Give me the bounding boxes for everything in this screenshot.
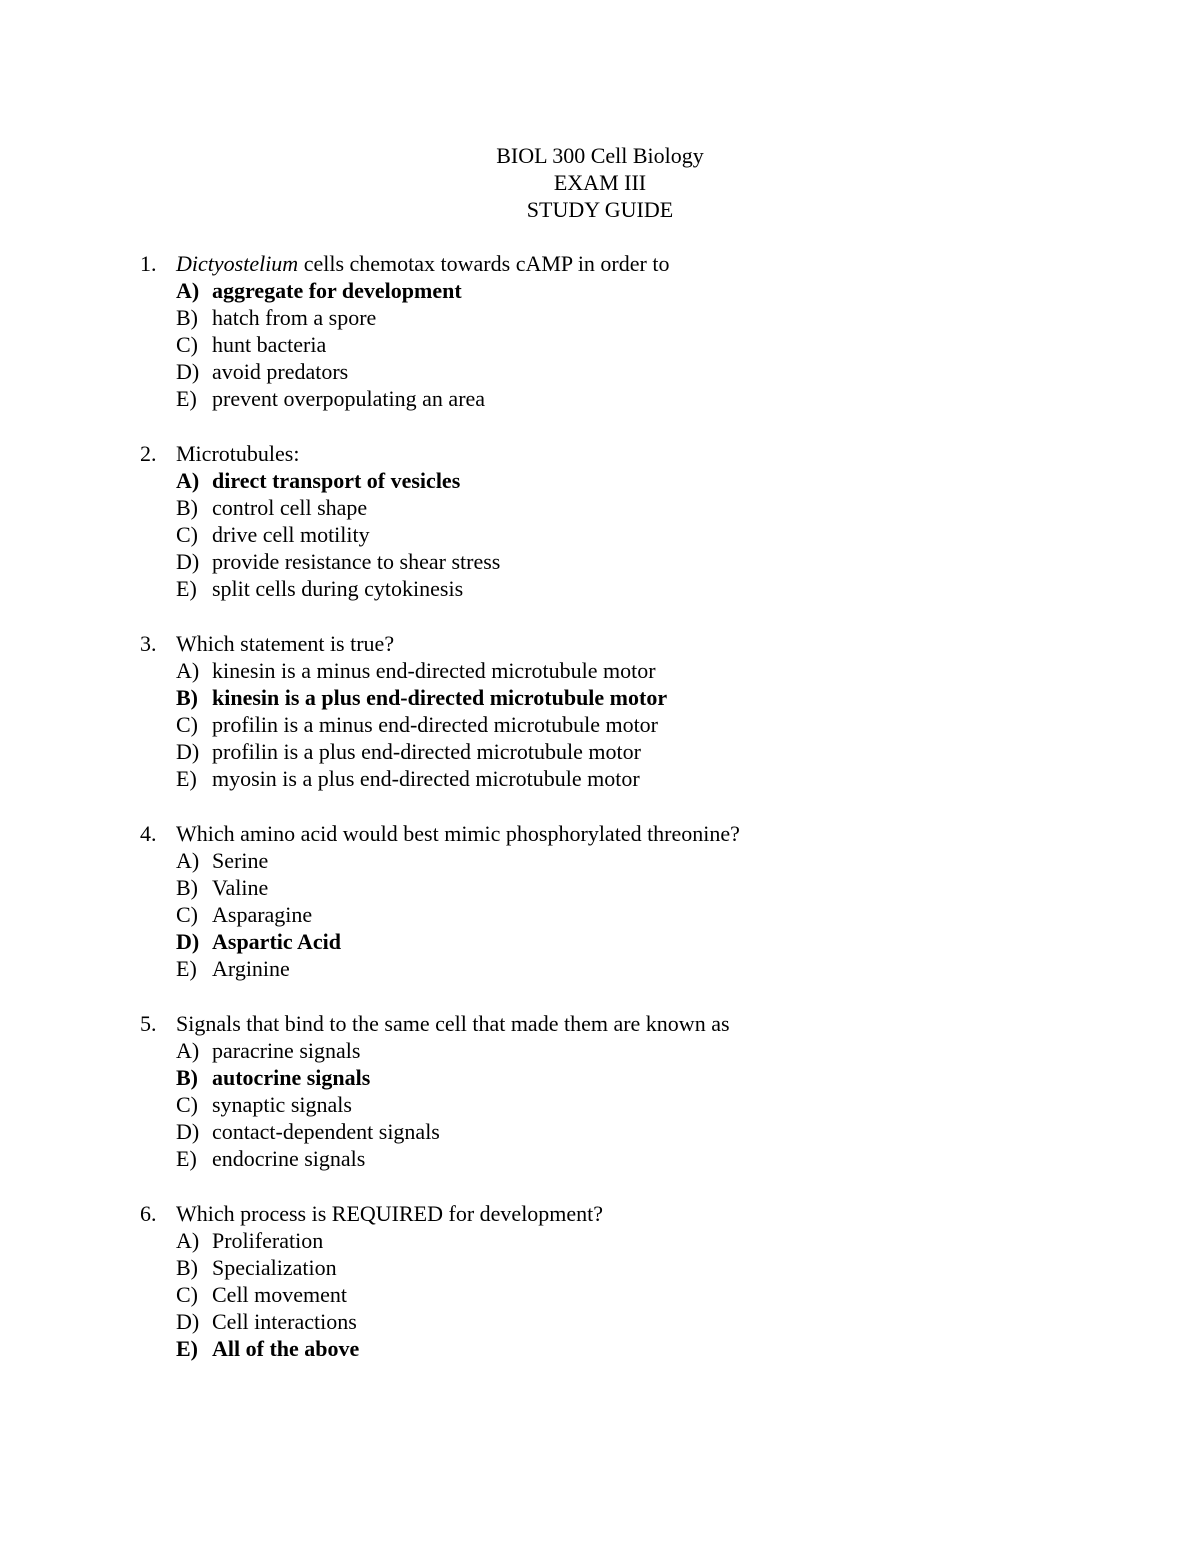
answer-option	[140, 1091, 1140, 1118]
option-letter: B)	[176, 1255, 198, 1280]
option-text: All of the above	[212, 1336, 360, 1361]
answer-option	[140, 955, 1140, 982]
option-text: Proliferation	[212, 1228, 324, 1253]
option-text: Cell movement	[212, 1282, 348, 1307]
question-stem-italic: Dictyostelium	[176, 251, 299, 276]
option-letter: B)	[176, 305, 198, 330]
answer-option	[140, 385, 1140, 412]
answer-option-correct	[140, 684, 1140, 711]
answer-option	[140, 657, 1140, 684]
answer-option	[140, 575, 1140, 602]
study-guide-title: STUDY GUIDE	[526, 197, 674, 222]
answer-option-correct	[140, 467, 1140, 494]
answer-option	[140, 874, 1140, 901]
option-text: Aspartic Acid	[212, 929, 341, 954]
option-letter: B)	[176, 875, 198, 900]
option-letter: E)	[176, 1336, 198, 1361]
option-letter: E)	[176, 766, 197, 791]
question-stem-line	[140, 1200, 1140, 1227]
question-stem	[176, 1200, 603, 1227]
question-stem	[176, 1010, 730, 1037]
option-text: Serine	[212, 848, 269, 873]
question-stem-text: Which process is REQUIRED for development?	[176, 1201, 604, 1226]
answer-option	[140, 1145, 1140, 1172]
option-letter: E)	[176, 956, 197, 981]
option-letter: B)	[176, 495, 198, 520]
option-text: Cell interactions	[212, 1309, 357, 1334]
option-letter: D)	[176, 739, 200, 764]
answer-option	[140, 847, 1140, 874]
answer-option	[140, 765, 1140, 792]
option-text: paracrine signals	[212, 1038, 361, 1063]
option-text: Asparagine	[212, 902, 313, 927]
option-text: Arginine	[212, 956, 290, 981]
option-text: Valine	[212, 875, 269, 900]
option-text: endocrine signals	[212, 1146, 366, 1171]
option-text: myosin is a plus end-directed microtubule motor	[212, 766, 640, 791]
option-letter: C)	[176, 332, 198, 357]
question-stem-text: Microtubules:	[176, 441, 300, 466]
option-text: avoid predators	[212, 359, 349, 384]
option-letter: A)	[176, 848, 200, 873]
question-number: 2.	[140, 441, 157, 466]
answer-option	[140, 1281, 1140, 1308]
option-letter: D)	[176, 1309, 200, 1334]
question-2	[140, 440, 1140, 602]
option-letter: A)	[176, 1038, 200, 1063]
question-stem	[176, 440, 299, 467]
option-text: drive cell motility	[212, 522, 370, 547]
option-letter: A)	[176, 278, 200, 303]
question-stem-text: Which amino acid would best mimic phosphorylated threonine?	[176, 821, 740, 846]
option-letter: E)	[176, 576, 197, 601]
question-stem-text: Signals that bind to the same cell that made them are known as	[176, 1011, 730, 1036]
question-stem-line	[140, 820, 1140, 847]
option-text: profilin is a minus end-directed microtubule motor	[212, 712, 659, 737]
question-5	[140, 1010, 1140, 1172]
question-3	[140, 630, 1140, 792]
question-stem-line	[140, 440, 1140, 467]
option-text: hatch from a spore	[212, 305, 377, 330]
option-letter: E)	[176, 1146, 197, 1171]
option-letter: C)	[176, 902, 198, 927]
option-letter: C)	[176, 1092, 198, 1117]
question-number: 5.	[140, 1011, 157, 1036]
question-stem-line	[140, 630, 1140, 657]
option-text: kinesin is a plus end-directed microtubule motor	[212, 685, 668, 710]
answer-option	[140, 1308, 1140, 1335]
answer-option	[140, 494, 1140, 521]
option-text: split cells during cytokinesis	[212, 576, 464, 601]
question-number: 1.	[140, 251, 157, 276]
question-stem-line	[140, 1010, 1140, 1037]
option-letter: B)	[176, 1065, 198, 1090]
answer-option	[140, 548, 1140, 575]
option-text: autocrine signals	[212, 1065, 371, 1090]
question-stem	[176, 630, 394, 657]
option-letter: B)	[176, 685, 198, 710]
answer-option-correct	[140, 277, 1140, 304]
question-stem-text: cells chemotax towards cAMP in order to	[298, 251, 670, 276]
option-letter: A)	[176, 1228, 200, 1253]
option-letter: A)	[176, 658, 200, 683]
answer-option	[140, 1227, 1140, 1254]
question-number: 4.	[140, 821, 157, 846]
option-text: control cell shape	[212, 495, 368, 520]
answer-option	[140, 1037, 1140, 1064]
option-text: synaptic signals	[212, 1092, 352, 1117]
option-text: contact-dependent signals	[212, 1119, 440, 1144]
option-letter: C)	[176, 712, 198, 737]
answer-option	[140, 711, 1140, 738]
question-list	[140, 250, 1140, 1390]
answer-option	[140, 738, 1140, 765]
answer-option	[140, 304, 1140, 331]
question-stem-text: Which statement is true?	[176, 631, 395, 656]
answer-option	[140, 521, 1140, 548]
option-letter: D)	[176, 1119, 200, 1144]
option-letter: D)	[176, 549, 200, 574]
document-header	[0, 142, 1200, 223]
option-text: profilin is a plus end-directed microtubule motor	[212, 739, 641, 764]
option-text: Specialization	[212, 1255, 337, 1280]
option-letter: C)	[176, 1282, 198, 1307]
question-1	[140, 250, 1140, 412]
exam-title: EXAM III	[553, 170, 647, 195]
answer-option	[140, 1254, 1140, 1281]
question-number: 6.	[140, 1201, 157, 1226]
option-text: provide resistance to shear stress	[212, 549, 501, 574]
option-text: aggregate for development	[212, 278, 462, 303]
option-text: prevent overpopulating an area	[212, 386, 486, 411]
option-letter: E)	[176, 386, 197, 411]
question-stem	[176, 820, 740, 847]
answer-option-correct	[140, 928, 1140, 955]
option-text: hunt bacteria	[212, 332, 327, 357]
option-letter: A)	[176, 468, 200, 493]
answer-option	[140, 331, 1140, 358]
question-number: 3.	[140, 631, 157, 656]
option-letter: C)	[176, 522, 198, 547]
question-stem-line	[140, 250, 1140, 277]
question-4	[140, 820, 1140, 982]
option-letter: D)	[176, 359, 200, 384]
option-letter: D)	[176, 929, 200, 954]
option-text: kinesin is a minus end-directed microtubule motor	[212, 658, 656, 683]
question-6	[140, 1200, 1140, 1362]
answer-option	[140, 901, 1140, 928]
question-stem	[176, 250, 669, 277]
answer-option-correct	[140, 1335, 1140, 1362]
course-title: BIOL 300 Cell Biology	[496, 143, 704, 168]
answer-option-correct	[140, 1064, 1140, 1091]
answer-option	[140, 358, 1140, 385]
option-text: direct transport of vesicles	[212, 468, 461, 493]
answer-option	[140, 1118, 1140, 1145]
